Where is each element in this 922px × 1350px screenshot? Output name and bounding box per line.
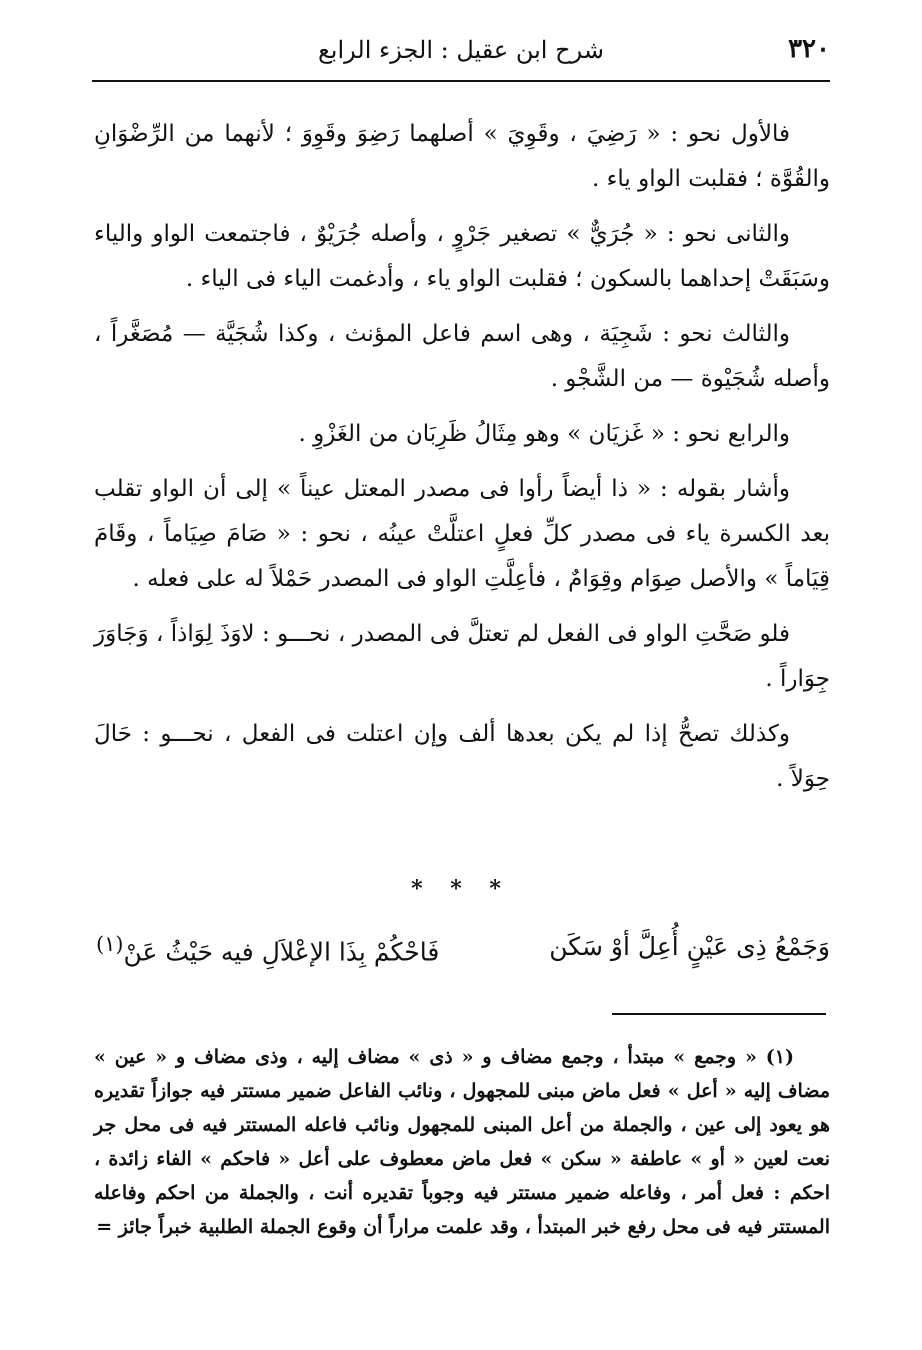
paragraph-exception-sound-verb: فلو صَحَّتِ الواو فى الفعل لم تعتلَّ فى المصدر ، نحـــو : لاوَذَ لِوَاذاً ، وَجَاوَرَ جِوَاراً . — [94, 621, 830, 692]
running-head: شرح ابن عقيل : الجزء الرابع — [318, 36, 604, 64]
paragraph-first-case: فالأول نحو : « رَضِيَ ، وقَوِيَ » أصلهما رَضِوَ وقَوِوَ ؛ لأنهما من الرِّضْوَانِ والقُوَّة ؛ فقلبت الواو ياء . — [94, 121, 830, 192]
section-separator: * * * — [411, 876, 511, 902]
paragraph-exception-no-alif: وكذلك تصحُّ إذا لم يكن بعدها ألف وإن اعتلت فى الفعل ، نحـــو : حَالَ حِوَلاً . — [94, 721, 830, 792]
paragraph-fourth-case: والرابع نحو : « غَزيَان » وهو مِثَالُ ظَرِبَان من الغَزْوِ . — [298, 421, 790, 447]
verse-second-hemistich — [96, 932, 439, 966]
page-number: ٣٢٠ — [788, 34, 830, 64]
footnote-marker: (١) — [96, 932, 124, 956]
verse-line — [96, 932, 830, 982]
footnote-divider — [612, 1013, 826, 1015]
paragraph-masdar-rule: وأشار بقوله : « ذا أيضاً رأوا فى مصدر المعتل عيناً » إلى أن الواو تقلب بعد الكسرة ياء فى مصدر كلِّ فعلٍ اعتلَّتْ عينُه ، نحو : « صَامَ صِيَاماً ، وقَامَ قِيَاماً » والأصل صِوَام وقِوَامٌ ، فأعِلَّتِ الواو فى المصدر حَمْلاً له على فعله . — [94, 476, 830, 592]
verse-second-hemistich-text: فَاحْكُمْ بِذَا الإعْلاَلِ فيه حَيْثُ عَنْ — [123, 937, 440, 967]
verse-first-hemistich: وَجَمْعُ ذِى عَيْنٍ أُعِلَّ أوْ سَكَن — [549, 932, 830, 961]
page-header — [92, 34, 830, 82]
footnote-1: (١) « وجمع » مبتدأ ، وجمع مضاف و « ذى » مضاف إليه ، وذى مضاف و « عين » مضاف إليه « أعل » فعل ماض مبنى للمجهول ، ونائب الفاعل ضمير مستتر فيه جوازاً تقديره هو يعود إلى عين ، والجملة من أعل المبنى للمجهول ونائب فاعله المستتر فيه فى محل جر نعت لعين « أو » عاطفة « سكن » فعل ماض معطوف على أعل « فاحكم » الفاء زائدة ، احكم : فعل أمر ، وفاعله ضمير مستتر فيه وجوباً تقديره أنت ، والجملة من احكم وفاعله المستتر فيه فى محل رفع خبر المبتدأ ، وقد علمت مراراً أن وقوع الجملة الطلبية خبراً جائز = — [94, 1046, 830, 1238]
paragraph-third-case: والثالث نحو : شَجِيَة ، وهى اسم فاعل المؤنث ، وكذا شُجَيَّة — مُصَغَّراً ، وأصله شُجَيْوة — من الشَّجْو . — [94, 321, 830, 392]
footnotes — [94, 1040, 830, 1244]
paragraph-second-case: والثانى نحو : « جُرَيٌّ » تصغير جَرْوٍ ، وأصله جُرَيْوٌ ، فاجتمعت الواو والياء وسَبَقَتْ إحداهما بالسكون ؛ فقلبت الواو ياء ، وأدغمت الياء فى الياء . — [94, 221, 830, 292]
body-text — [94, 112, 830, 812]
